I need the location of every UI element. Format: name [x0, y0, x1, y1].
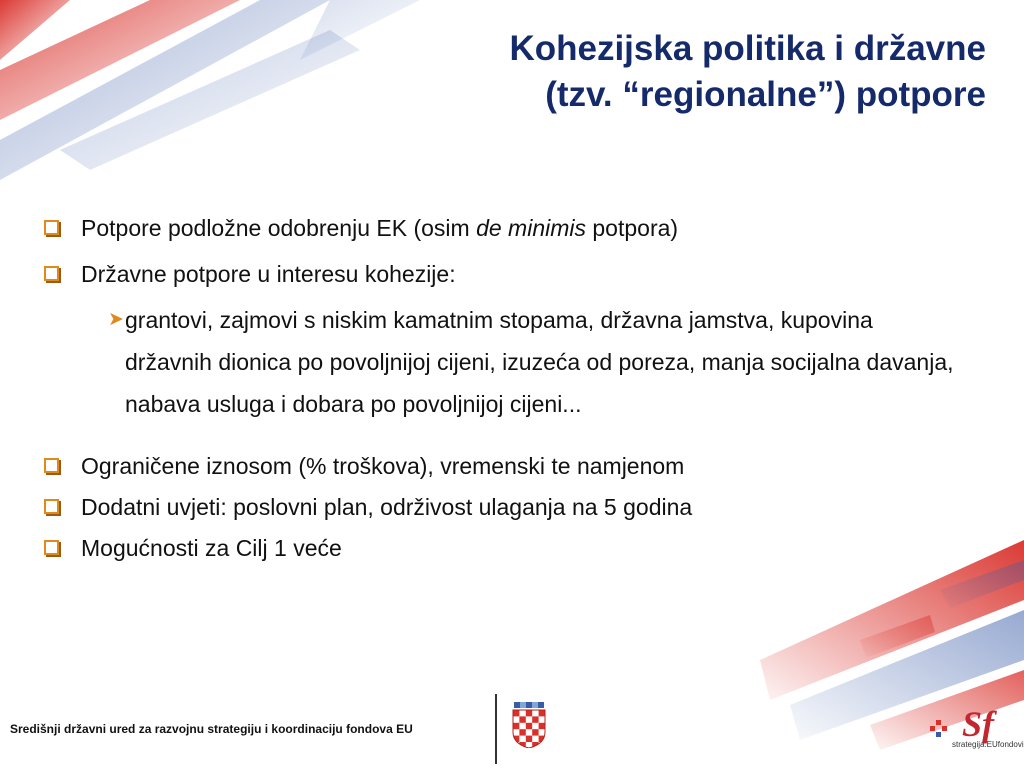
footer-divider [495, 694, 497, 764]
bullet-text [81, 215, 678, 241]
bullet-text-part: potpora) [586, 215, 679, 241]
svg-text:Sf: Sf [962, 704, 995, 744]
bullet-list [44, 213, 984, 563]
bullet-text-part: Potpore podložne odobrenju EK (osim [81, 215, 477, 241]
bullet-text: Mogućnosti za Cilj 1 veće [81, 535, 342, 561]
sub-bullet-item [44, 299, 960, 425]
checkbox-bullet-icon [44, 266, 59, 281]
bullet-item [44, 213, 984, 243]
bullet-item [44, 533, 984, 563]
logo-caption: strategija.EUfondovi [952, 740, 1024, 749]
bullet-text: Ograničene iznosom (% troškova), vremenski te namjenom [81, 453, 685, 479]
slide-title [509, 26, 986, 118]
arrow-bullet-icon: ➤ [108, 309, 124, 330]
footer-organization: Središnji državni ured za razvojnu strategiju i koordinaciju fondova EU [10, 722, 413, 736]
bullet-item [44, 451, 984, 481]
bullet-text-italic: de minimis [476, 215, 586, 241]
title-line-2: (tzv. “regionalne”) potpore [545, 75, 986, 114]
sf-logo-icon [928, 704, 1018, 744]
checkbox-bullet-icon [44, 458, 59, 473]
croatian-coat-of-arms-icon [512, 702, 546, 748]
bullet-text: Državne potpore u interesu kohezije: [81, 261, 456, 287]
bullet-item [44, 259, 984, 289]
checkbox-bullet-icon [44, 540, 59, 555]
checkbox-bullet-icon [44, 220, 59, 235]
bullet-item [44, 492, 984, 522]
title-line-1: Kohezijska politika i državne [509, 29, 986, 68]
bullet-text: Dodatni uvjeti: poslovni plan, održivost ulaganja na 5 godina [81, 494, 693, 520]
sub-bullet-text: grantovi, zajmovi s niskim kamatnim stopama, državna jamstva, kupovina državnih dionica po povoljnijoj cijeni, izuzeća od poreza, manja socijalna davanja, nabava usluga i dobara po povoljnijoj cijeni... [125, 307, 954, 417]
checkbox-bullet-icon [44, 499, 59, 514]
